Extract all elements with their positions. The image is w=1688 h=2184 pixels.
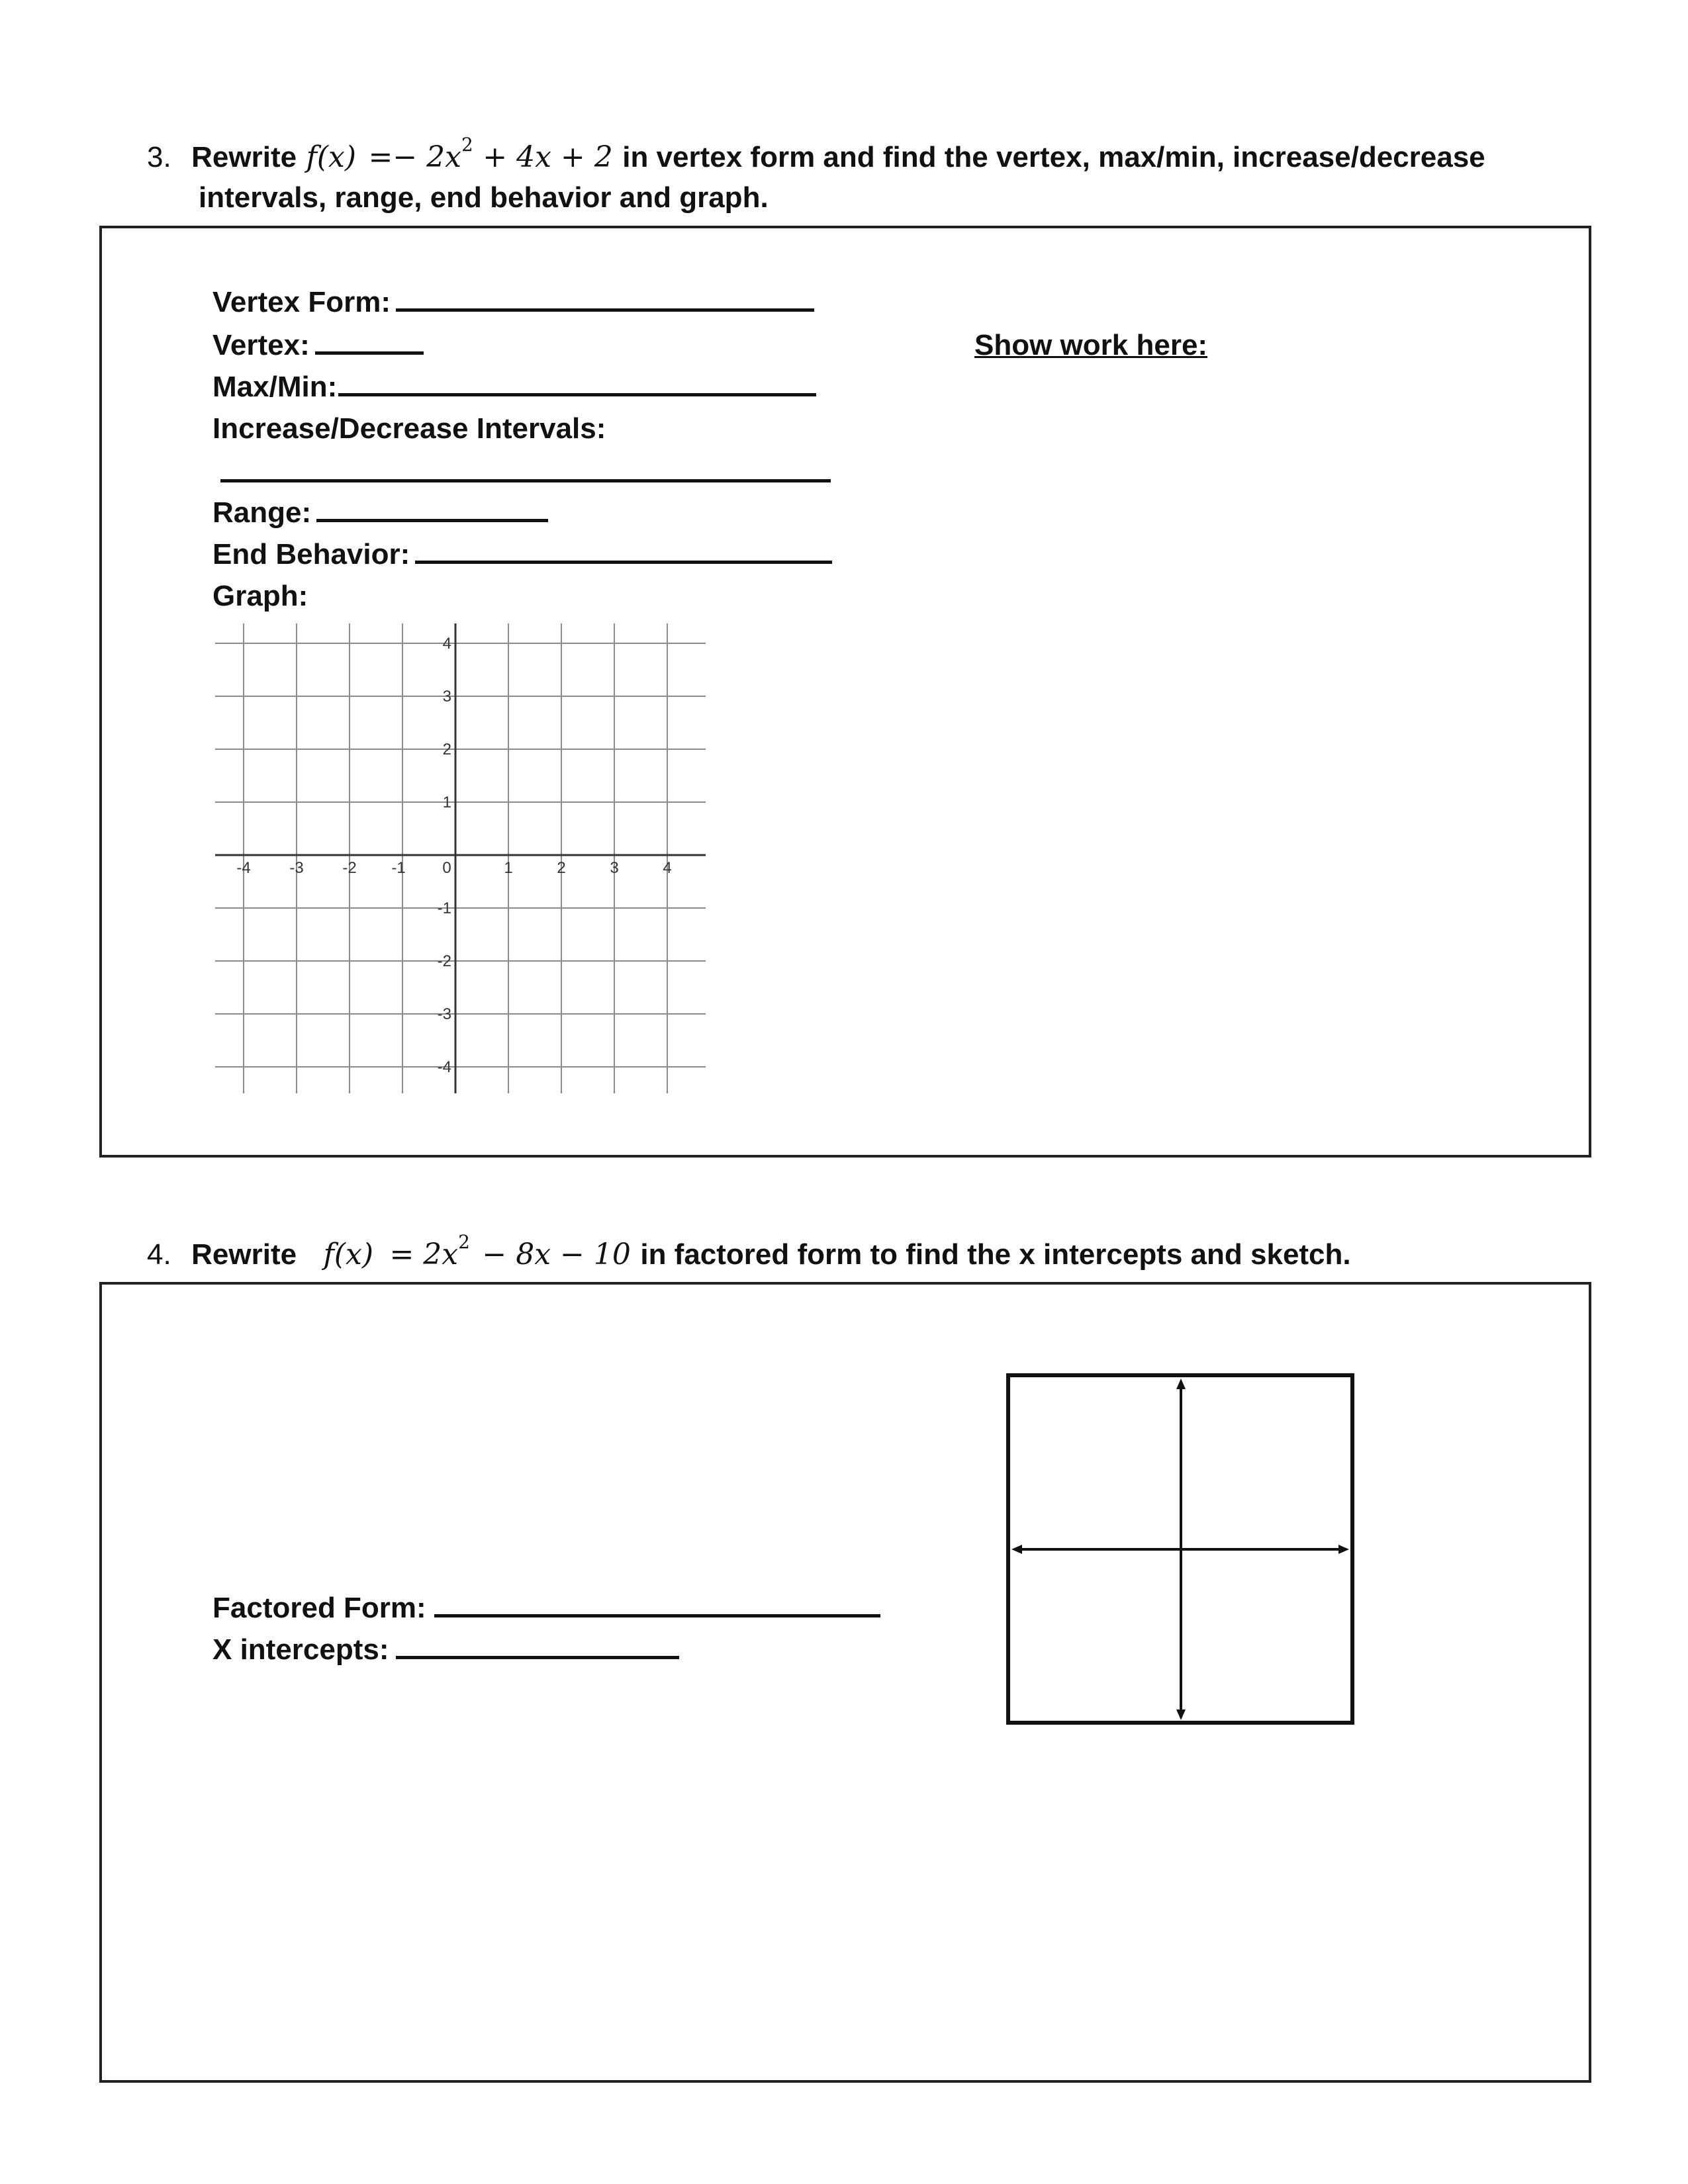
x-tick-label: 1 bbox=[504, 859, 513, 877]
q4-instruction: in factored form to find the x intercepts and sketch. bbox=[640, 1238, 1351, 1271]
q4-equation-part2: − 8x − 10 bbox=[482, 1238, 631, 1271]
vertex-form-label bbox=[212, 286, 814, 319]
vertex-text: Vertex: bbox=[212, 329, 310, 361]
y-tick-label: -3 bbox=[437, 1005, 451, 1023]
sketch-x-arrow-right bbox=[1338, 1545, 1349, 1554]
y-tick-label: 1 bbox=[442, 794, 451, 811]
q4-number: 4. bbox=[147, 1238, 171, 1271]
q4-answer-box bbox=[99, 1282, 1591, 2083]
end-behavior-blank[interactable] bbox=[415, 541, 832, 564]
x-tick-label: -4 bbox=[236, 859, 251, 877]
intervals-blank[interactable] bbox=[220, 479, 831, 482]
x-tick-label: 0 bbox=[442, 859, 451, 877]
q4-function: f(x) bbox=[323, 1238, 373, 1271]
vertex-form-blank[interactable] bbox=[396, 289, 814, 312]
factored-form-text: Factored Form: bbox=[212, 1592, 426, 1624]
x-tick-label: 2 bbox=[557, 859, 566, 877]
x-tick-label: 3 bbox=[610, 859, 619, 877]
x-tick-label: -3 bbox=[289, 859, 304, 877]
x-intercepts-label bbox=[212, 1633, 679, 1666]
vertex-blank[interactable] bbox=[315, 332, 424, 355]
intervals-label bbox=[212, 412, 606, 445]
q3-prefix: Rewrite bbox=[191, 141, 297, 173]
q4-heading bbox=[147, 1231, 1351, 1277]
x-intercepts-blank[interactable] bbox=[396, 1636, 679, 1659]
vertex-form-text: Vertex Form: bbox=[212, 286, 391, 318]
range-label bbox=[212, 496, 548, 529]
maxmin-blank[interactable] bbox=[338, 373, 816, 396]
coordinate-grid[interactable] bbox=[212, 615, 715, 1099]
q4-equation-part1: = 2x bbox=[389, 1238, 459, 1271]
x-tick-label: -2 bbox=[342, 859, 357, 877]
q4-exponent: 2 bbox=[458, 1231, 470, 1253]
maxmin-label bbox=[212, 371, 816, 404]
x-intercepts-text: X intercepts: bbox=[212, 1633, 389, 1666]
q3-number: 3. bbox=[147, 141, 171, 173]
sketch-x-arrow-left bbox=[1011, 1545, 1022, 1554]
factored-form-label bbox=[212, 1592, 880, 1625]
sketch-y-arrow-up bbox=[1176, 1379, 1186, 1389]
q3-exponent: 2 bbox=[461, 134, 473, 156]
sketch-y-arrow-down bbox=[1176, 1709, 1186, 1720]
y-tick-label: 4 bbox=[442, 635, 451, 653]
q3-instruction: in vertex form and find the vertex, max/min, increase/decrease bbox=[622, 141, 1485, 173]
q3-equation-part1: =− 2x bbox=[368, 140, 461, 174]
maxmin-text: Max/Min: bbox=[212, 371, 338, 403]
vertex-label bbox=[212, 329, 424, 362]
x-tick-label: 4 bbox=[663, 859, 672, 877]
y-tick-label: 3 bbox=[442, 688, 451, 705]
factored-form-blank[interactable] bbox=[434, 1594, 880, 1617]
q3-function: f(x) bbox=[306, 140, 356, 174]
range-blank[interactable] bbox=[316, 499, 548, 522]
y-tick-label: -2 bbox=[437, 952, 451, 970]
graph-text: Graph: bbox=[212, 580, 308, 612]
y-tick-label: 2 bbox=[442, 741, 451, 758]
q3-equation-part2: + 4x + 2 bbox=[483, 140, 613, 174]
show-work-label: Show work here: bbox=[974, 329, 1208, 361]
graph-label bbox=[212, 580, 308, 613]
x-tick-label: -1 bbox=[391, 859, 406, 877]
q3-heading bbox=[147, 134, 1603, 214]
end-behavior-text: End Behavior: bbox=[212, 538, 410, 570]
y-tick-label: -4 bbox=[437, 1058, 451, 1076]
sketch-axes[interactable] bbox=[1006, 1373, 1360, 1731]
x-tick-labels bbox=[236, 859, 671, 877]
q4-prefix: Rewrite bbox=[191, 1238, 297, 1271]
intervals-text: Increase/Decrease Intervals: bbox=[212, 412, 606, 445]
end-behavior-label bbox=[212, 538, 832, 571]
grid-lines bbox=[215, 623, 706, 1093]
y-tick-label: -1 bbox=[437, 899, 451, 917]
q3-instruction-line2: intervals, range, end behavior and graph. bbox=[199, 181, 769, 214]
range-text: Range: bbox=[212, 496, 312, 529]
